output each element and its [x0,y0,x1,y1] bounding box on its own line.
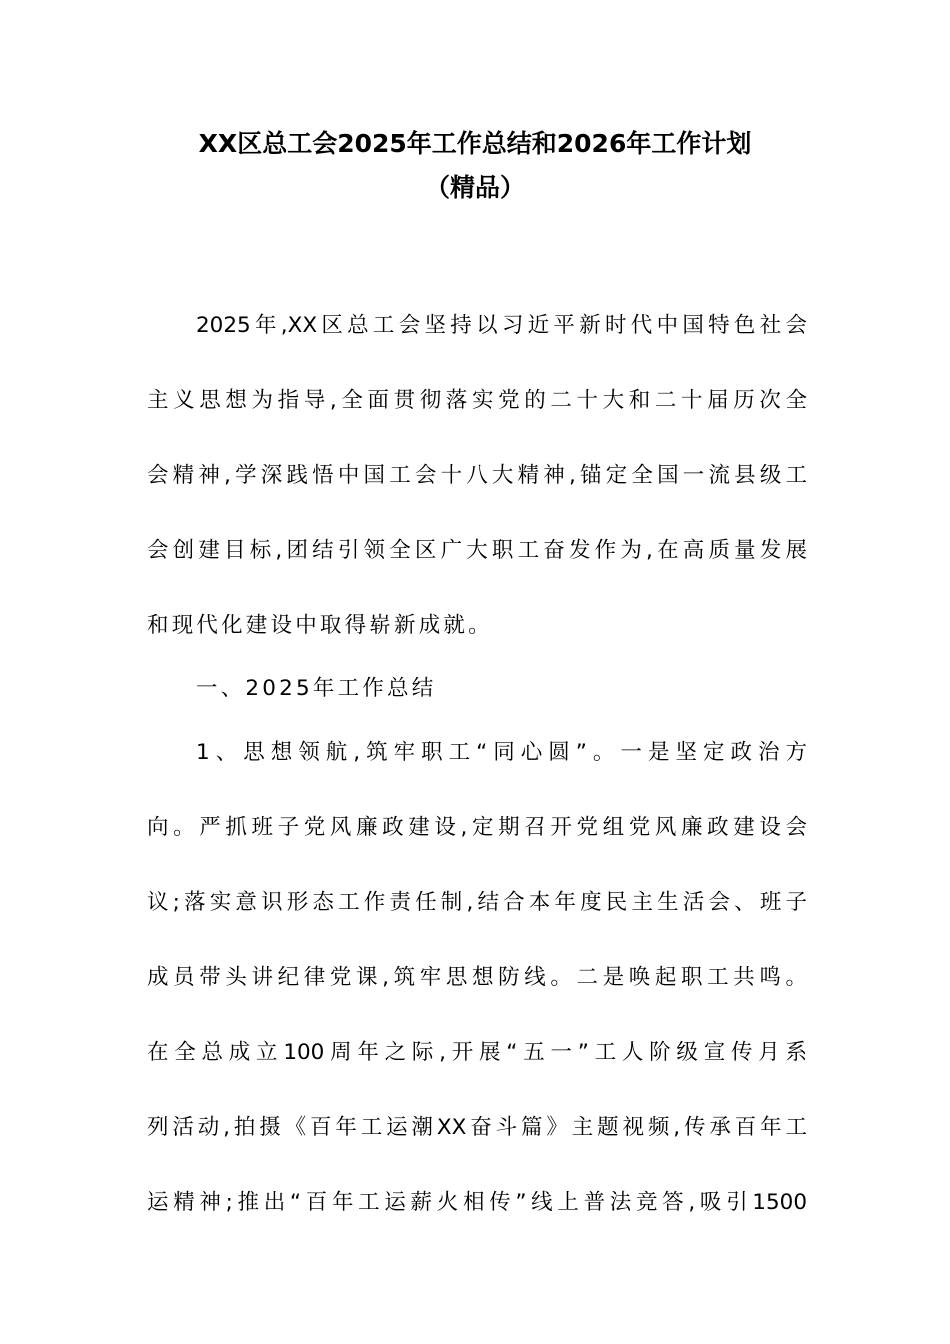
paragraph-line: 在全总成立100周年之际,开展“五一”工人阶级宣传月系 [147,1040,807,1065]
paragraph-line: 议;落实意识形态工作责任制,结合本年度民主生活会、班子 [147,890,807,915]
paragraph-line: 2025年,XX区总工会坚持以习近平新时代中国特色社会 [196,313,807,338]
paragraph-line: 列活动,拍摄《百年工运潮XX奋斗篇》主题视频,传承百年工 [147,1115,807,1140]
paragraph-line: 主义思想为指导,全面贯彻落实党的二十大和二十届历次全 [147,388,807,413]
document-title: XX区总工会2025年工作总结和2026年工作计划 [198,129,752,158]
paragraph-line: 和现代化建设中取得崭新成就。 [147,613,493,638]
section-heading: 一、2025年工作总结 [196,676,437,701]
paragraph-line: 会精神,学深践悟中国工会十八大精神,锚定全国一流县级工 [147,463,807,488]
paragraph-line: 1、思想领航,筑牢职工“同心圆”。一是坚定政治方 [196,740,807,765]
paragraph-line: 会创建目标,团结引领全区广大职工奋发作为,在高质量发展 [147,538,807,563]
document-subtitle: （精品） [424,173,525,202]
paragraph-line: 向。严抓班子党风廉政建设,定期召开党组党风廉政建设会 [147,815,807,840]
paragraph-line: 运精神;推出“百年工运薪火相传”线上普法竞答,吸引1500 [147,1190,807,1215]
paragraph-line: 成员带头讲纪律党课,筑牢思想防线。二是唤起职工共鸣。 [147,965,807,990]
